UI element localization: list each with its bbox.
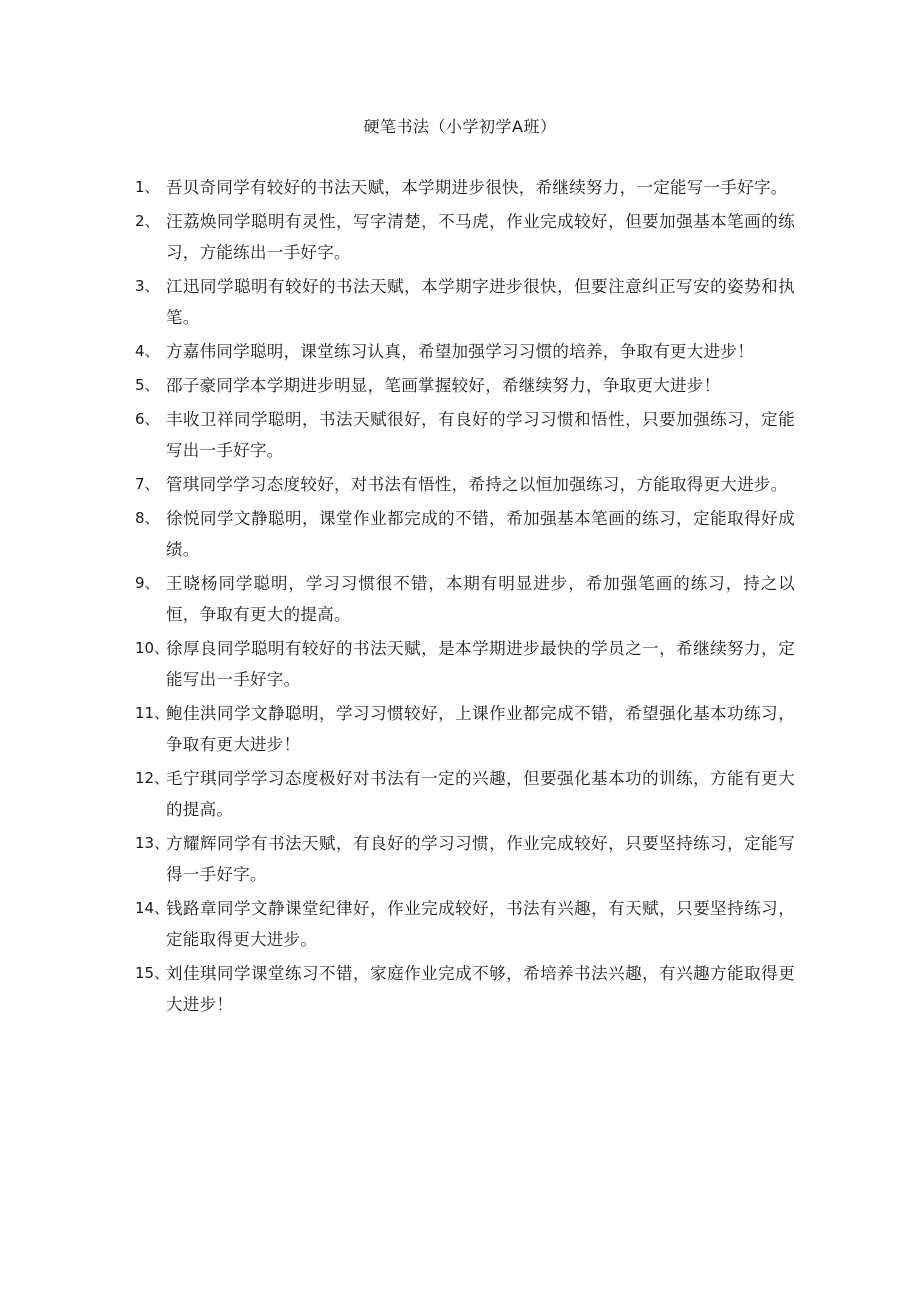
item-text: 管琪同学学习态度较好，对书法有悟性，希持之以恒加强练习，方能取得更大进步。 <box>166 475 788 494</box>
item-text: 毛宁琪同学学习态度极好对书法有一定的兴趣，但要强化基本功的训练，方能有更大的提高。 <box>166 769 795 819</box>
item-number: 7、 <box>135 475 160 493</box>
item-number: 6、 <box>135 410 160 428</box>
item-number: 15、 <box>135 964 170 982</box>
item-text: 徐厚良同学聪明有较好的书法天赋，是本学期进步最快的学员之一，希继续努力，定能写出一手好字。 <box>166 639 795 689</box>
item-number: 4、 <box>135 342 160 360</box>
item-number: 2、 <box>135 212 160 230</box>
item-number: 1、 <box>135 178 160 196</box>
item-number: 3、 <box>135 277 160 295</box>
item-number: 14、 <box>135 899 170 917</box>
item-text: 刘佳琪同学课堂练习不错，家庭作业完成不够，希培养书法兴趣，有兴趣方能取得更大进步！ <box>166 964 795 1014</box>
list-item <box>135 271 795 333</box>
list-item <box>135 503 795 565</box>
item-number: 11、 <box>135 704 170 722</box>
item-text: 汪荔焕同学聪明有灵性，写字清楚，不马虎，作业完成较好，但要加强基本笔画的练习，方能练出一手好字。 <box>166 212 795 262</box>
list-item <box>135 469 795 500</box>
item-number: 9、 <box>135 574 160 592</box>
list-item <box>135 404 795 466</box>
item-number: 12、 <box>135 769 170 787</box>
item-text: 方嘉伟同学聪明，课堂练习认真，希望加强学习习惯的培养，争取有更大进步！ <box>166 342 754 361</box>
list-item <box>135 958 795 1020</box>
item-number: 5、 <box>135 376 160 394</box>
item-text: 方耀辉同学有书法天赋，有良好的学习习惯，作业完成较好，只要坚持练习，定能写得一手好字。 <box>166 834 795 884</box>
item-text: 丰收卫祥同学聪明，书法天赋很好，有良好的学习习惯和悟性，只要加强练习，定能写出一手好字。 <box>166 410 795 460</box>
list-item <box>135 893 795 955</box>
item-number: 8、 <box>135 509 160 527</box>
item-text: 鲍佳洪同学文静聪明，学习习惯较好，上课作业都完成不错，希望强化基本功练习，争取有更大进步！ <box>166 704 795 754</box>
list-item <box>135 172 795 203</box>
item-text: 徐悦同学文静聪明，课堂作业都完成的不错，希加强基本笔画的练习，定能取得好成绩。 <box>166 509 795 559</box>
list-item <box>135 568 795 630</box>
comment-list <box>135 172 795 1023</box>
item-text: 邵子豪同学本学期进步明显，笔画掌握较好，希继续努力，争取更大进步！ <box>166 376 721 395</box>
document-title: 硬笔书法（小学初学A班） <box>363 117 557 136</box>
list-item <box>135 370 795 401</box>
list-item <box>135 698 795 760</box>
item-text: 王晓杨同学聪明，学习习惯很不错，本期有明显进步，希加强笔画的练习，持之以恒，争取有更大的提高。 <box>166 574 795 624</box>
item-text: 钱路章同学文静课堂纪律好，作业完成较好，书法有兴趣，有天赋，只要坚持练习，定能取得更大进步。 <box>166 899 795 949</box>
item-number: 10、 <box>135 639 170 657</box>
list-item <box>135 633 795 695</box>
list-item <box>135 763 795 825</box>
list-item <box>135 828 795 890</box>
list-item <box>135 336 795 367</box>
item-text: 吾贝奇同学有较好的书法天赋，本学期进步很快，希继续努力，一定能写一手好字。 <box>166 178 788 197</box>
list-item <box>135 206 795 268</box>
item-number: 13、 <box>135 834 170 852</box>
item-text: 江迅同学聪明有较好的书法天赋，本学期字进步很快，但要注意纠正写安的姿势和执笔。 <box>166 277 795 327</box>
